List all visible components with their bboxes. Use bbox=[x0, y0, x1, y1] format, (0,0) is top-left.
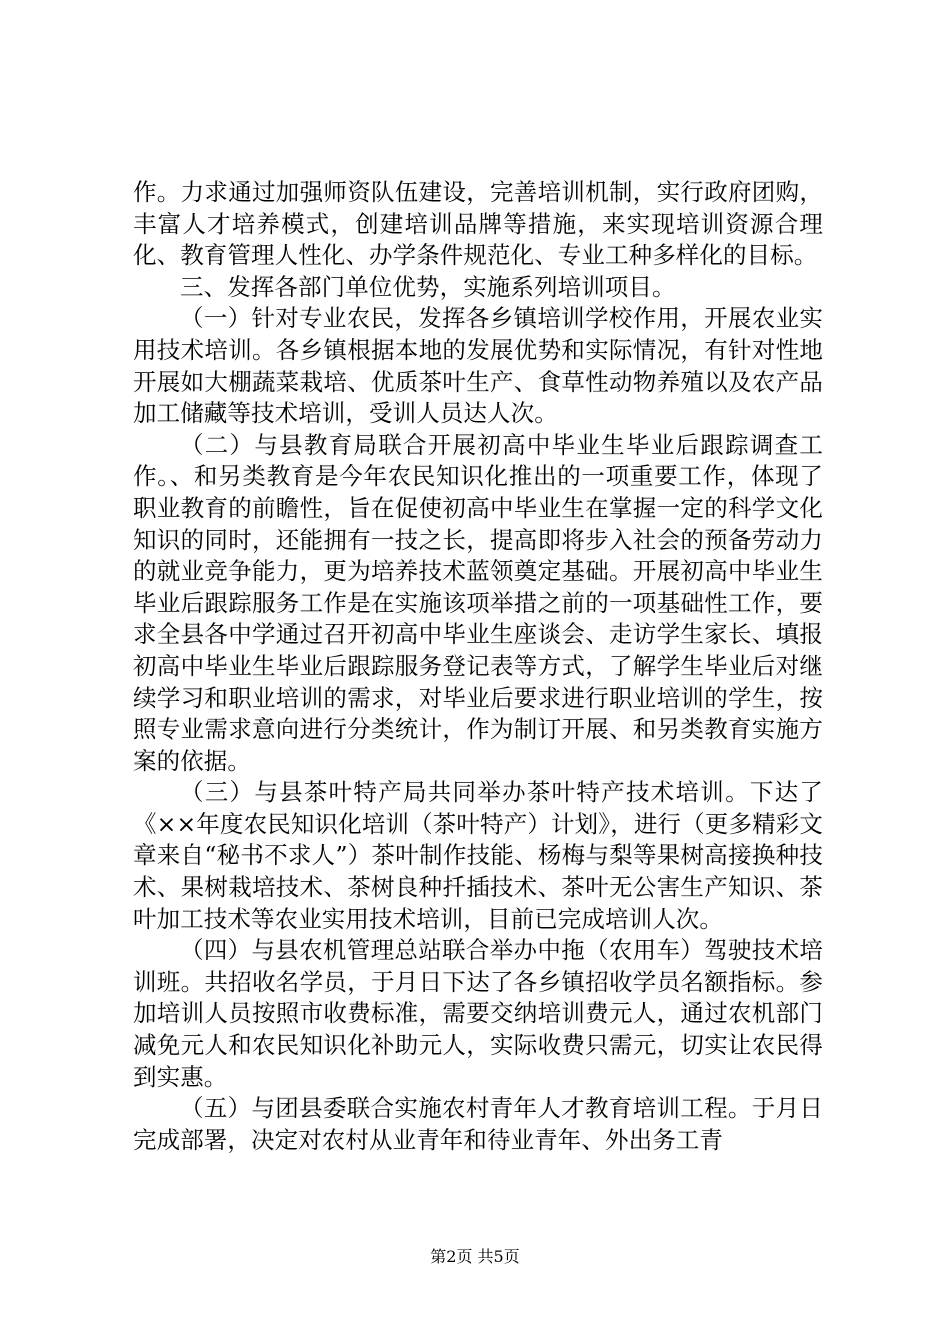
document-body bbox=[133, 177, 823, 1156]
paragraph-item-five: （五）与团县委联合实施农村青年人才教育培训工程。于月日完成部署，决定对农村从业青年和待业青年、外出务工青 bbox=[133, 1094, 823, 1154]
paragraph-continuation: 作。力求通过加强师资队伍建设，完善培训机制，实行政府团购，丰富人才培养模式，创建培训品牌等措施，来实现培训资源合理化、教育管理人性化、办学条件规范化、专业工种多样化的目标。 bbox=[133, 178, 823, 270]
section-heading-three: 三、发挥各部门单位优势，实施系列培训项目。 bbox=[180, 272, 676, 301]
paragraph-item-three: （三）与县茶叶特产局共同举办茶叶特产技术培训。下达了《××年度农民知识化培训（茶叶特产）计划》，进行（更多精彩文章来自“秘书不求人”）茶叶制作技能、杨梅与梨等果树高接换种技术、果树栽培技术、茶树良种扦插技术、茶叶无公害生产知识、茶叶加工技术等农业实用技术培训，目前已完成培训人次。 bbox=[133, 778, 823, 933]
paragraph-item-two: （二）与县教育局联合开展初高中毕业生毕业后跟踪调查工作。、和另类教育是今年农民知识化推出的一项重要工作，体现了职业教育的前瞻性，旨在促使初高中毕业生在掌握一定的科学文化知识的同时，还能拥有一技之长，提高即将步入社会的预备劳动力的就业竞争能力，更为培养技术蓝领奠定基础。开展初高中毕业生毕业后跟踪服务工作是在实施该项举措之前的一项基础性工作，要求全县各中学通过召开初高中毕业生座谈会、走访学生家长、填报初高中毕业生毕业后跟踪服务登记表等方式，了解学生毕业后对继续学习和职业培训的需求，对毕业后要求进行职业培训的学生，按照专业需求意向进行分类统计，作为制订开展、和另类教育实施方案的依据。 bbox=[133, 430, 823, 775]
paragraph-item-one: （一）针对专业农民，发挥各乡镇培训学校作用，开展农业实用技术培训。各乡镇根据本地的发展优势和实际情况，有针对性地开展如大棚蔬菜栽培、优质茶叶生产、食草性动物养殖以及农产品加工储藏等技术培训，受训人员达人次。 bbox=[133, 304, 823, 428]
page-number-footer: 第2页 共5页 bbox=[430, 1247, 520, 1266]
paragraph-item-four: （四）与县农机管理总站联合举办中拖（农用车）驾驶技术培训班。共招收名学员，于月日下达了各乡镇招收学员名额指标。参加培训人员按照市收费标准，需要交纳培训费元人，通过农机部门减免元人和农民知识化补助元人，实际收费只需元，切实让农民得到实惠。 bbox=[133, 936, 823, 1091]
